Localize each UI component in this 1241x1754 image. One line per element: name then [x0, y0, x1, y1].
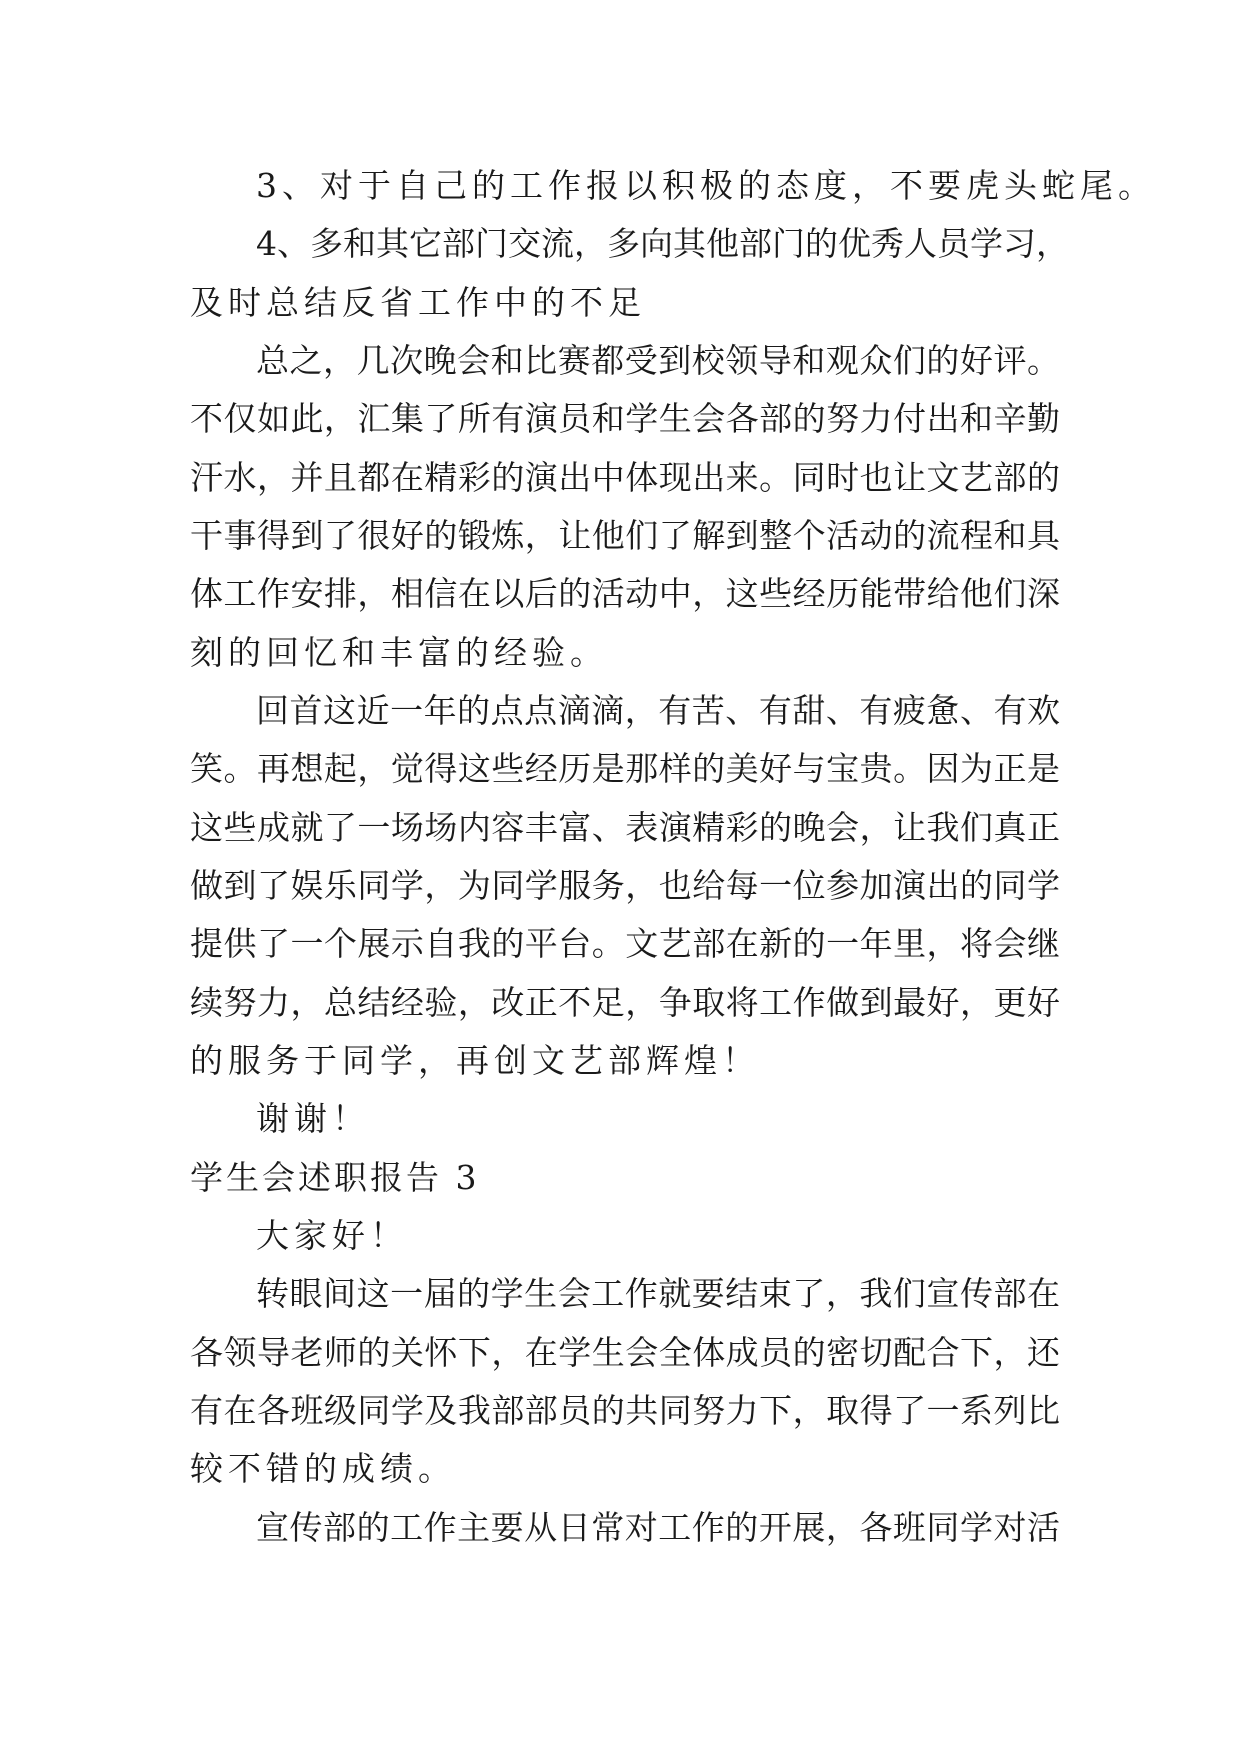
paragraph-line: 笑。再想起，觉得这些经历是那样的美好与宝贵。因为正是: [190, 749, 1060, 788]
paragraph-line: 这些成就了一场场内容丰富、表演精彩的晚会，让我们真正: [190, 808, 1060, 847]
paragraph-line: 不仅如此，汇集了所有演员和学生会各部的努力付出和辛勤: [190, 399, 1060, 438]
paragraph-line: 3、对于自己的工作报以积极的态度，不要虎头蛇尾。: [256, 166, 1156, 205]
paragraph-line: 4、多和其它部门交流，多向其他部门的优秀人员学习，: [256, 224, 1069, 263]
paragraph-line: 及时总结反省工作中的不足: [190, 283, 646, 322]
paragraph-line: 汗水，并且都在精彩的演出中体现出来。同时也让文艺部的: [190, 458, 1060, 497]
paragraph-line: 做到了娱乐同学，为同学服务，也给每一位参加演出的同学: [190, 866, 1060, 905]
paragraph-line: 提供了一个展示自我的平台。文艺部在新的一年里，将会继: [190, 924, 1060, 963]
paragraph-line: 刻的回忆和丰富的经验。: [190, 633, 608, 672]
paragraph-line: 总之，几次晚会和比赛都受到校领导和观众们的好评。: [256, 341, 1060, 380]
paragraph-line: 干事得到了很好的锻炼，让他们了解到整个活动的流程和具: [190, 516, 1060, 555]
paragraph-line: 谢谢！: [256, 1099, 370, 1138]
paragraph-line: 大家好！: [256, 1216, 408, 1255]
paragraph-line: 回首这近一年的点点滴滴，有苦、有甜、有疲惫、有欢: [256, 691, 1060, 730]
paragraph-line: 的服务于同学，再创文艺部辉煌！: [190, 1041, 760, 1080]
paragraph-line: 续努力，总结经验，改正不足，争取将工作做到最好，更好: [190, 983, 1060, 1022]
paragraph-line: 较不错的成绩。: [190, 1449, 456, 1488]
paragraph-line: 宣传部的工作主要从日常对工作的开展，各班同学对活: [256, 1508, 1060, 1547]
section-title: 学生会述职报告 3: [190, 1158, 480, 1197]
paragraph-line: 体工作安排，相信在以后的活动中，这些经历能带给他们深: [190, 574, 1060, 613]
paragraph-line: 各领导老师的关怀下，在学生会全体成员的密切配合下，还: [190, 1333, 1060, 1372]
paragraph-line: 有在各班级同学及我部部员的共同努力下，取得了一系列比: [190, 1391, 1060, 1430]
paragraph-line: 转眼间这一届的学生会工作就要结束了，我们宣传部在: [256, 1274, 1060, 1313]
